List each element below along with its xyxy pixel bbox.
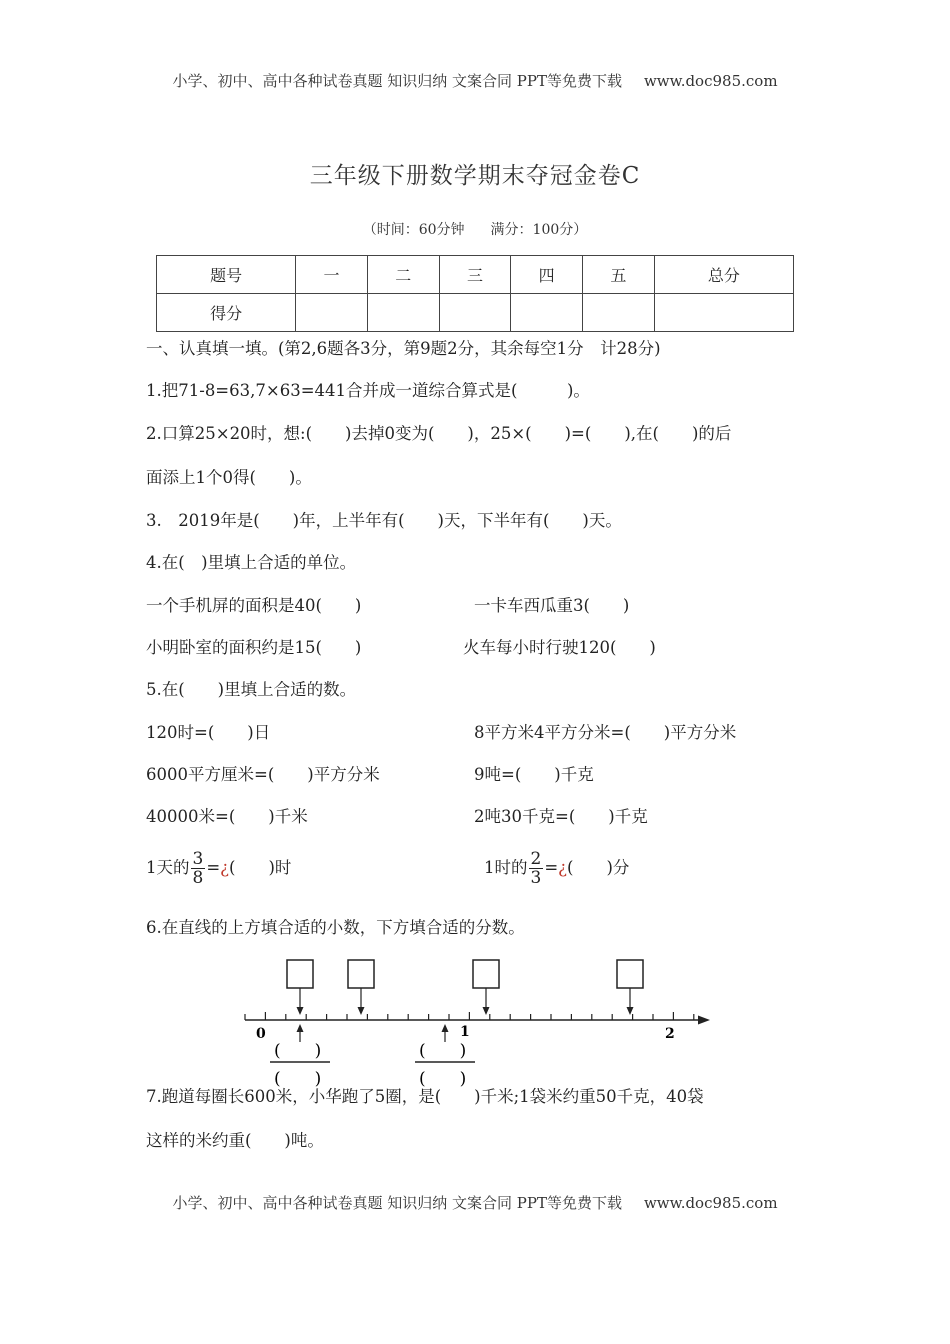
question-7-line2: 这样的米约重( )吨。 bbox=[146, 1131, 324, 1150]
q5-item: 6000平方厘米=( )平方分米 bbox=[146, 765, 380, 784]
number-line-label-2: 2 bbox=[665, 1026, 675, 1042]
question-4: 4.在( )里填上合适的单位。 bbox=[146, 553, 357, 572]
q5-item: 2吨30千克=( )千克 bbox=[474, 807, 648, 826]
q4-item: 一个手机屏的面积是40( ) bbox=[146, 596, 362, 615]
q5-item: 120时=( )日 bbox=[146, 723, 271, 742]
exam-time: （时间：60分钟 bbox=[362, 222, 465, 238]
q5-item: 9吨=( )千克 bbox=[474, 765, 594, 784]
page-footer bbox=[0, 1192, 950, 1213]
fraction: $\frac{2}{3}$ bbox=[530, 849, 542, 888]
number-line-ticks bbox=[245, 1012, 694, 1020]
number-line-label-0: 0 bbox=[256, 1026, 266, 1042]
fraction: $\frac{3}{8}$ bbox=[192, 849, 204, 888]
footer-text: 小学、初中、高中各种试卷真题 知识归纳 文案合同 PPT等免费下载 bbox=[172, 1194, 622, 1212]
number-line-label-1: 1 bbox=[460, 1024, 470, 1040]
number-line-arrowhead bbox=[698, 1016, 710, 1025]
score-header-cell: 四 bbox=[511, 256, 583, 294]
score-header-cell: 三 bbox=[439, 256, 511, 294]
fraction-blank-numerator[interactable]: ( ) bbox=[419, 1041, 467, 1061]
score-header-cell: 一 bbox=[296, 256, 368, 294]
answer-box-decimal[interactable] bbox=[348, 960, 374, 988]
q5-item: 40000米=( )千米 bbox=[146, 807, 308, 826]
score-cell[interactable] bbox=[511, 294, 583, 332]
score-cell[interactable] bbox=[583, 294, 655, 332]
score-table-header-row bbox=[157, 256, 794, 294]
footer-site[interactable]: www.doc985.com bbox=[643, 1194, 778, 1212]
answer-box-decimal[interactable] bbox=[617, 960, 643, 988]
q5-fraction-item-2: 1时的 $\frac{2}{3}$ =¿( )分 bbox=[484, 849, 630, 888]
question-2-line1: 2.口算25×20时，想:( )去掉0变为( )，25×( )=( ),在( )的后 bbox=[146, 424, 732, 443]
arrow-down-icon bbox=[358, 1007, 365, 1015]
q4-item: 火车每小时行驶120( ) bbox=[463, 638, 656, 657]
fraction-blank-numerator[interactable]: ( ) bbox=[274, 1041, 322, 1061]
question-2-line2: 面添上1个0得( )。 bbox=[146, 468, 312, 487]
score-header-cell: 五 bbox=[583, 256, 655, 294]
question-7-line1: 7.跑道每圈长600米，小华跑了5圈，是( )千米;1袋米约重50千克，40袋 bbox=[146, 1087, 704, 1106]
page-title: 三年级下册数学期末夺冠金卷C bbox=[309, 163, 641, 189]
score-cell[interactable] bbox=[296, 294, 368, 332]
arrow-down-icon bbox=[627, 1007, 634, 1015]
question-6: 6.在直线的上方填合适的小数，下方填合适的分数。 bbox=[146, 918, 525, 937]
score-header-cell: 题号 bbox=[157, 256, 296, 294]
exam-info bbox=[0, 219, 950, 239]
score-cell[interactable] bbox=[654, 294, 793, 332]
score-row-label: 得分 bbox=[157, 294, 296, 332]
question-5: 5.在( )里填上合适的数。 bbox=[146, 680, 357, 699]
score-header-cell: 二 bbox=[367, 256, 439, 294]
arrow-down-icon bbox=[297, 1007, 304, 1015]
page-header bbox=[0, 70, 950, 91]
question-1: 1.把71-8=63,7×63=441合并成一道综合算式是( )。 bbox=[146, 381, 590, 400]
score-header-cell: 总分 bbox=[654, 256, 793, 294]
score-table bbox=[156, 255, 794, 332]
exam-full-score: 满分：100分） bbox=[490, 222, 588, 238]
arrow-up-icon bbox=[442, 1024, 449, 1032]
answer-box-decimal[interactable] bbox=[473, 960, 499, 988]
arrow-down-icon bbox=[483, 1007, 490, 1015]
fraction-blank-denominator[interactable]: ( ) bbox=[419, 1069, 467, 1089]
section-heading: 一、认真填一填。(第2,6题各3分，第9题2分，其余每空1分 计28分) bbox=[146, 339, 661, 358]
fraction-blank-denominator[interactable]: ( ) bbox=[274, 1069, 322, 1089]
score-cell[interactable] bbox=[439, 294, 511, 332]
header-text: 小学、初中、高中各种试卷真题 知识归纳 文案合同 PPT等免费下载 bbox=[172, 72, 622, 90]
answer-box-decimal[interactable] bbox=[287, 960, 313, 988]
score-table-score-row bbox=[157, 294, 794, 332]
arrow-up-icon bbox=[297, 1024, 304, 1032]
header-site[interactable]: www.doc985.com bbox=[643, 72, 778, 90]
score-cell[interactable] bbox=[367, 294, 439, 332]
q5-fraction-item-1: 1天的 $\frac{3}{8}$ =¿( )时 bbox=[146, 849, 292, 888]
q4-item: 一卡车西瓜重3( ) bbox=[474, 596, 630, 615]
question-3: 3. 2019年是( )年，上半年有( )天，下半年有( )天。 bbox=[146, 511, 622, 530]
q4-item: 小明卧室的面积约是15( ) bbox=[146, 638, 362, 657]
q5-item: 8平方米4平方分米=( )平方分米 bbox=[474, 723, 737, 742]
number-line-figure bbox=[230, 952, 720, 1092]
